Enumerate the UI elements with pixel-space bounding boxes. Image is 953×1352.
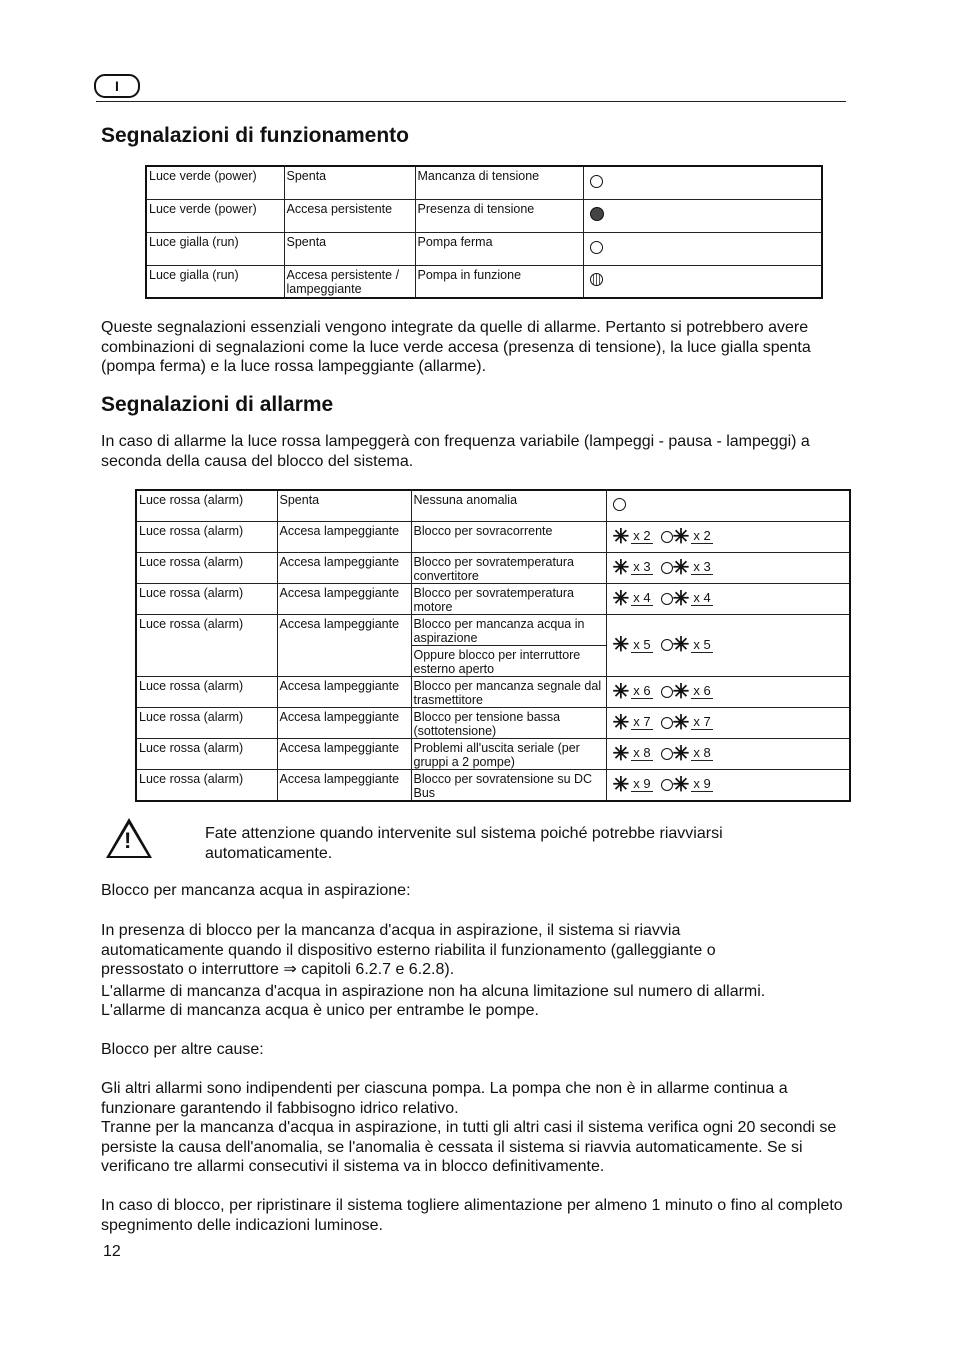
cell-state: Accesa persistente / lampeggiante	[284, 265, 415, 298]
cell-state: Spenta	[284, 166, 415, 199]
blink-sequence	[612, 711, 715, 734]
blink-count: x 3	[693, 559, 711, 574]
section-title-operation: Segnalazioni di funzionamento	[101, 124, 410, 147]
other-paragraph-2: Tranne per la mancanza d'acqua in aspirazione, in tutti gli altri casi il sistema verifica ogni 20 secondi se persiste la causa dell'anomalia, se l'anomalia è cessata il sistema si riavvia automaticamente. Se si verificano tre allarmi consecutivi il sistema va in blocco definitivamente.	[101, 1119, 837, 1175]
cell-meaning: Pompa in funzione	[415, 265, 583, 298]
cell-light: Luce rossa (alarm)	[136, 707, 277, 738]
flashing-star-icon: ✳	[612, 680, 630, 703]
flashing-star-icon: ✳	[672, 773, 690, 796]
blink-sequence	[613, 636, 715, 654]
cell-light: Luce rossa (alarm)	[136, 583, 277, 614]
alarm-row	[136, 583, 850, 614]
cell-blink-pattern	[606, 769, 850, 801]
empty-circle-icon	[661, 686, 673, 698]
water-paragraph-3: L'allarme di mancanza acqua è unico per entrambe le pompe.	[101, 1002, 539, 1019]
cell-state: Accesa lampeggiante	[277, 552, 411, 583]
blink-count: x 5	[693, 636, 711, 652]
alarm-row	[136, 614, 850, 645]
cell-light: Luce rossa (alarm)	[136, 552, 277, 583]
other-heading: Blocco per altre cause:	[101, 1041, 264, 1058]
cell-state: Accesa lampeggiante	[277, 707, 411, 738]
blink-sequence	[612, 525, 715, 548]
section-title-alarm: Segnalazioni di allarme	[101, 393, 334, 416]
other-paragraph-1: Gli altri allarmi sono indipendenti per ciascuna pompa. La pompa che non è in allarme continua a funzionare garantendo il fabbisogno idrico relativo.	[101, 1080, 788, 1117]
cell-cause: Problemi all'uscita seriale (per gruppi a 2 pompe)	[411, 738, 606, 769]
alarm-row	[136, 490, 850, 521]
alarm-signals-table	[135, 489, 851, 802]
flashing-star-icon: ✳	[672, 634, 690, 656]
filled-circle-icon	[590, 207, 604, 221]
cell-light: Luce verde (power)	[146, 166, 284, 199]
empty-circle-icon	[661, 593, 673, 605]
flashing-star-icon: ✳	[672, 556, 690, 579]
cell-state: Accesa lampeggiante	[277, 738, 411, 769]
blink-count: x 5	[633, 636, 651, 652]
cell-indicator	[583, 265, 822, 298]
reset-paragraph: In caso di blocco, per ripristinare il sistema togliere alimentazione per almeno 1 minuto o fino al completo spegnimento delle indicazioni luminose.	[101, 1197, 843, 1234]
operation-row	[146, 166, 822, 199]
cell-state: Accesa lampeggiante	[277, 583, 411, 614]
cell-blink-pattern	[606, 490, 850, 521]
empty-circle-icon	[661, 639, 673, 651]
blink-count: x 3	[633, 559, 651, 574]
blink-count: x 9	[633, 776, 651, 791]
cell-cause: Blocco per mancanza segnale dal trasmettitore	[411, 676, 606, 707]
off-circle-icon	[590, 175, 603, 188]
alarm-row	[136, 676, 850, 707]
flashing-star-icon: ✳	[672, 680, 690, 703]
empty-circle-icon	[661, 717, 673, 729]
operation-row	[146, 199, 822, 232]
flashing-star-icon: ✳	[612, 742, 630, 765]
cell-blink-pattern	[606, 707, 850, 738]
blink-count: x 6	[633, 683, 651, 698]
water-paragraph-1: In presenza di blocco per la mancanza d'acqua in aspirazione, il sistema si riavvia automaticamente quando il dispositivo esterno riabilita il funzionamento (galleggiante o pressostato o interruttore ⇒ capitoli 6.2.7 e 6.2.8).	[101, 922, 716, 978]
empty-circle-icon	[613, 498, 626, 511]
cell-cause: Blocco per sovratensione su DC Bus	[411, 769, 606, 801]
alarm-row	[136, 521, 850, 552]
cell-light: Luce rossa (alarm)	[136, 738, 277, 769]
flashing-star-icon: ✳	[672, 525, 690, 548]
cell-cause: Blocco per sovracorrente	[411, 521, 606, 552]
cell-light: Luce rossa (alarm)	[136, 676, 277, 707]
flashing-star-icon: ✳	[672, 587, 690, 610]
blink-sequence	[612, 587, 715, 610]
cell-state: Accesa lampeggiante	[277, 614, 411, 676]
cell-light: Luce gialla (run)	[146, 232, 284, 265]
cell-indicator	[583, 199, 822, 232]
blink-count: x 7	[693, 714, 711, 729]
cell-meaning: Mancanza di tensione	[415, 166, 583, 199]
flashing-star-icon: ✳	[612, 587, 630, 610]
cell-light: Luce rossa (alarm)	[136, 490, 277, 521]
cell-light: Luce rossa (alarm)	[136, 614, 277, 676]
flashing-star-icon: ✳	[612, 711, 630, 734]
blink-count: x 7	[633, 714, 651, 729]
operation-row	[146, 232, 822, 265]
cell-cause: Nessuna anomalia	[411, 490, 606, 521]
cell-light: Luce rossa (alarm)	[136, 521, 277, 552]
operation-signals-table	[145, 165, 823, 299]
blink-sequence	[612, 742, 715, 765]
blink-count: x 4	[693, 590, 711, 605]
cell-indicator	[583, 232, 822, 265]
empty-circle-icon	[661, 779, 673, 791]
blink-count: x 6	[693, 683, 711, 698]
cell-cause: Blocco per tensione bassa (sottotensione)	[411, 707, 606, 738]
cell-light: Luce rossa (alarm)	[136, 769, 277, 801]
blink-sequence	[612, 680, 715, 703]
blink-count: x 4	[633, 590, 651, 605]
cell-meaning: Pompa ferma	[415, 232, 583, 265]
water-paragraph-2: L'allarme di mancanza d'acqua in aspirazione non ha alcuna limitazione sul numero di allarmi.	[101, 983, 766, 1000]
blink-count: x 2	[633, 528, 651, 543]
warning-exclamation: !	[124, 828, 132, 853]
off-circle-icon	[590, 241, 603, 254]
blink-count: x 2	[693, 528, 711, 543]
cell-cause-extra: Oppure blocco per interruttore esterno aperto	[411, 645, 606, 676]
alarm-row	[136, 769, 850, 801]
alarm-row	[136, 552, 850, 583]
cell-blink-pattern	[606, 521, 850, 552]
flashing-star-icon: ✳	[612, 634, 630, 656]
cell-blink-pattern	[606, 583, 850, 614]
cell-light: Luce gialla (run)	[146, 265, 284, 298]
cell-light: Luce verde (power)	[146, 199, 284, 232]
cell-blink-pattern	[606, 738, 850, 769]
flashing-star-icon: ✳	[612, 556, 630, 579]
flashing-star-icon: ✳	[672, 742, 690, 765]
operation-paragraph: Queste segnalazioni essenziali vengono integrate da quelle di allarme. Pertanto si potrebbero avere combinazioni di segnalazioni come la luce verde accesa (presenza di tensione), la luce gialla spenta (pompa ferma) e la luce rossa lampeggiante (allarme).	[101, 319, 811, 375]
blink-sequence	[612, 773, 715, 796]
cell-state: Accesa lampeggiante	[277, 676, 411, 707]
header-rule	[96, 101, 846, 102]
empty-circle-icon	[661, 748, 673, 760]
cell-state: Accesa lampeggiante	[277, 521, 411, 552]
blink-count: x 8	[633, 745, 651, 760]
blink-count: x 9	[693, 776, 711, 791]
empty-circle-icon	[661, 531, 673, 543]
cell-state: Accesa persistente	[284, 199, 415, 232]
alarm-row	[136, 738, 850, 769]
cell-blink-pattern	[606, 552, 850, 583]
flashing-star-icon: ✳	[612, 773, 630, 796]
cell-state: Spenta	[277, 490, 411, 521]
alarm-row	[136, 707, 850, 738]
operation-row	[146, 265, 822, 298]
blink-sequence	[612, 556, 715, 579]
empty-circle-icon	[661, 562, 673, 574]
half-circle-icon	[590, 273, 603, 286]
page-number: 12	[103, 1243, 121, 1260]
cell-state: Spenta	[284, 232, 415, 265]
cell-blink-pattern	[606, 614, 850, 676]
warning-text: Fate attenzione quando intervenite sul sistema poiché potrebbe riavviarsi automaticamente.	[205, 825, 723, 862]
flashing-star-icon: ✳	[672, 711, 690, 734]
flashing-star-icon: ✳	[612, 525, 630, 548]
cell-cause: Blocco per sovratemperatura convertitore	[411, 552, 606, 583]
water-heading: Blocco per mancanza acqua in aspirazione:	[101, 882, 411, 899]
language-badge: I	[94, 74, 140, 98]
cell-blink-pattern	[606, 676, 850, 707]
blink-count: x 8	[693, 745, 711, 760]
cell-cause: Blocco per sovratemperatura motore	[411, 583, 606, 614]
cell-cause: Blocco per mancanza acqua in aspirazione	[411, 614, 606, 645]
alarm-intro: In caso di allarme la luce rossa lampeggerà con frequenza variabile (lampeggi - pausa - lampeggi) a seconda della causa del blocco del sistema.	[101, 433, 810, 470]
cell-meaning: Presenza di tensione	[415, 199, 583, 232]
cell-state: Accesa lampeggiante	[277, 769, 411, 801]
cell-indicator	[583, 166, 822, 199]
